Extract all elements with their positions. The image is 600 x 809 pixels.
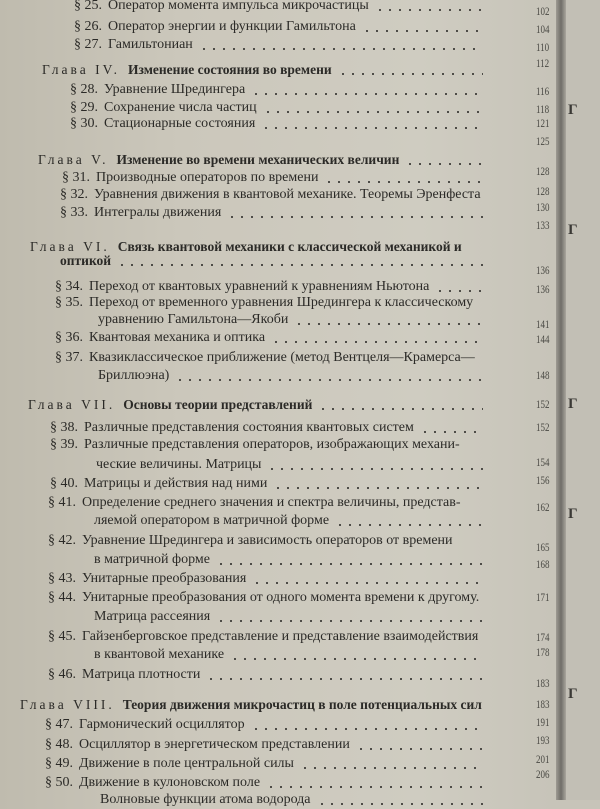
page-number: 191 [536, 715, 550, 729]
dot-leader [375, 9, 483, 11]
page-number: 152 [536, 420, 550, 434]
toc-section-line [50, 419, 483, 437]
toc-title: оптикой [60, 253, 112, 268]
toc-section-line [70, 81, 483, 99]
page-number: 121 [536, 116, 550, 130]
toc-title: Матрица рассеяния [94, 609, 211, 624]
page-number: 136 [536, 282, 550, 296]
page-number: 168 [536, 557, 550, 571]
toc-section-line [48, 589, 483, 607]
page-number: 183 [536, 676, 550, 690]
dot-leader [230, 658, 483, 660]
facing-page-fragment: Г [568, 506, 578, 522]
dot-leader [175, 379, 483, 381]
toc-title: Переход от временного уравнения Шредингера к классическому [89, 295, 474, 310]
toc-section-line [48, 666, 483, 684]
toc-section-line [74, 0, 483, 15]
toc-title: Оператор энергии и функции Гамильтона [108, 19, 356, 34]
page-number: 104 [536, 22, 550, 36]
dot-leader [273, 487, 483, 489]
dot-leader [317, 803, 483, 805]
toc-number: § 29. [70, 100, 98, 115]
toc-number: Глава IV. [42, 62, 120, 77]
page-number: 141 [536, 317, 550, 331]
page-number: 171 [536, 590, 550, 604]
toc-title: Изменение во времени механических величин [116, 152, 400, 167]
page-number: 136 [536, 263, 550, 277]
toc-section-line [60, 204, 483, 222]
toc-title: Движение в поле центральной силы [79, 756, 294, 771]
toc-title: Уравнение Шредингера [104, 82, 246, 97]
toc-number: § 38. [50, 420, 78, 435]
toc-title: Теория движения микрочастиц в поле потенциальных сил [122, 697, 482, 712]
toc-section-line [48, 532, 483, 550]
dot-leader [356, 748, 483, 750]
dot-leader [263, 111, 483, 113]
toc-chapter-line [42, 61, 483, 79]
page-number: 162 [536, 500, 550, 514]
toc-number: § 48. [45, 737, 73, 752]
toc-number: § 42. [48, 533, 76, 548]
dot-leader [267, 468, 483, 470]
toc-number: § 45. [48, 629, 76, 644]
toc-title: ляемой оператором в матричной форме [94, 513, 330, 528]
dot-leader [252, 582, 483, 584]
toc-section-line [74, 18, 483, 36]
toc-number: § 28. [70, 82, 98, 97]
facing-page-fragment: Г [568, 102, 578, 118]
toc-title: Квазиклассическое приближение (метод Вентцеля—Крамерса— [89, 350, 475, 365]
toc-title: Интегралы движения [94, 205, 222, 220]
dot-leader [216, 620, 483, 622]
toc-section-line [94, 512, 483, 530]
toc-title: Унитарные преобразования [82, 571, 247, 586]
toc-section-line [94, 551, 483, 569]
toc-section-line [60, 186, 483, 204]
dot-leader [300, 767, 483, 769]
page-number: 174 [536, 630, 550, 644]
toc-section-line [98, 311, 483, 329]
dot-leader [266, 786, 483, 788]
toc-title: Стационарные состояния [104, 116, 256, 131]
toc-title: Бриллюэна) [98, 368, 170, 383]
dot-leader [251, 728, 483, 730]
page-number: 125 [536, 134, 550, 148]
toc-title: Оператор момента импульса микрочастицы [108, 0, 369, 13]
toc-section-line [45, 736, 483, 754]
page-number: 112 [536, 56, 550, 70]
toc-title: в квантовой механике [94, 647, 225, 662]
page-number: 201 [536, 752, 550, 766]
toc-number: § 39. [50, 437, 78, 452]
dot-leader [294, 323, 483, 325]
toc-number: § 44. [48, 590, 76, 605]
toc-number: § 32. [60, 187, 88, 202]
toc-section-line [50, 475, 483, 493]
page-number: 128 [536, 164, 550, 178]
toc-number: § 25. [74, 0, 102, 13]
toc-number: § 41. [48, 495, 76, 510]
toc-section-line [45, 716, 483, 734]
toc-section-line [48, 494, 483, 512]
toc-section-line [55, 294, 483, 312]
toc-number: § 34. [55, 279, 83, 294]
dot-leader [338, 73, 483, 75]
toc-section-line [62, 169, 483, 187]
toc-number: § 31. [62, 170, 90, 185]
toc-number: § 30. [70, 116, 98, 131]
page-number: 154 [536, 455, 550, 469]
toc-number: § 37. [55, 350, 83, 365]
toc-section-line [48, 570, 483, 588]
page-number: 148 [536, 368, 550, 382]
toc-section-line [55, 329, 483, 347]
toc-title: Уравнение Шредингера и зависимость операторов от времени [82, 533, 453, 548]
dot-leader [199, 48, 483, 50]
dot-leader [261, 127, 483, 129]
facing-page-fragment: Г [568, 686, 578, 702]
toc-title: Изменение состояния во времени [127, 62, 332, 77]
toc-section-line [74, 36, 483, 54]
book-gutter [556, 0, 566, 800]
toc-number: § 46. [48, 667, 76, 682]
toc-title: Различные представления состояния квантовых систем [84, 420, 414, 435]
toc-title: Различные представления операторов, изображающих механи- [84, 437, 460, 452]
facing-page-fragment: Г [568, 396, 578, 412]
toc-title: ческие величины. Матрицы [96, 457, 262, 472]
dot-leader [335, 524, 483, 526]
dot-leader [216, 563, 483, 565]
toc-number: § 50. [45, 775, 73, 790]
toc-number: § 43. [48, 571, 76, 586]
toc-title: Осциллятор в энергетическом представлении [79, 737, 350, 752]
toc-section-line [94, 646, 483, 664]
toc-section-line [100, 791, 483, 809]
page-number: 118 [536, 102, 550, 116]
page-number: 193 [536, 733, 550, 747]
facing-page-fragment: Г [568, 222, 578, 238]
toc-title: Гайзенберговское представление и представление взаимодействия [82, 629, 479, 644]
toc-number: Глава V. [38, 152, 109, 167]
page-number: 144 [536, 332, 550, 346]
page-number: 183 [536, 697, 550, 711]
dot-leader [227, 216, 483, 218]
toc-section-line [48, 628, 483, 646]
toc-title: Гамильтониан [108, 37, 193, 52]
toc-chapter-line [60, 252, 483, 270]
dot-leader [405, 163, 483, 165]
toc-section-line [55, 349, 483, 367]
toc-title: Основы теории представлений [123, 397, 313, 412]
dot-leader [324, 181, 483, 183]
page-number: 156 [536, 473, 550, 487]
toc-number: Глава VI. [30, 239, 110, 254]
toc-number: § 47. [45, 717, 73, 732]
toc-title: Квантовая механика и оптика [89, 330, 266, 345]
toc-section-line [94, 608, 483, 626]
dot-leader [206, 678, 483, 680]
toc-number: § 40. [50, 476, 78, 491]
toc-chapter-line [38, 151, 483, 169]
toc-section-line [98, 367, 483, 385]
toc-number: § 33. [60, 205, 88, 220]
toc-title: Производные операторов по времени [96, 170, 319, 185]
toc-title: Определение среднего значения и спектра величины, представ- [82, 495, 461, 510]
page-number: 128 [536, 184, 550, 198]
facing-page [566, 0, 600, 800]
page-number: 133 [536, 218, 550, 232]
toc-number: § 36. [55, 330, 83, 345]
toc-title: в матричной форме [94, 552, 210, 567]
toc-number: § 35. [55, 295, 83, 310]
toc-title: Волновые функции атома водорода [100, 792, 311, 807]
toc-title: Унитарные преобразования от одного момента времени к другому. [82, 590, 480, 605]
toc-title: Матрица плотности [82, 667, 201, 682]
dot-leader [271, 341, 483, 343]
toc-title: Движение в кулоновском поле [79, 775, 261, 790]
toc-chapter-line [20, 696, 483, 714]
page-number: 110 [536, 40, 550, 54]
toc-number: Глава VIII. [20, 697, 115, 712]
page-number: 152 [536, 397, 550, 411]
toc-title: Сохранение числа частиц [104, 100, 257, 115]
toc-number: Глава VII. [28, 397, 116, 412]
page-number: 165 [536, 540, 550, 554]
toc-title: уравнению Гамильтона—Якоби [98, 312, 289, 327]
toc-title: Связь квантовой механики с классической механикой и [117, 239, 462, 254]
toc-section-line [45, 774, 483, 792]
page-number: 206 [536, 767, 550, 781]
dot-leader [318, 408, 483, 410]
dot-leader [251, 93, 483, 95]
toc-title: Матрицы и действия над ними [84, 476, 268, 491]
toc-title: Гармонический осциллятор [79, 717, 245, 732]
page-number: 178 [536, 645, 550, 659]
toc-chapter-line [28, 396, 483, 414]
toc-section-line [50, 436, 483, 454]
toc-section-line [45, 755, 483, 773]
toc-number: § 26. [74, 19, 102, 34]
toc-section-line [70, 115, 483, 133]
toc-number: § 27. [74, 37, 102, 52]
dot-leader [117, 264, 483, 266]
toc-section-line [96, 456, 483, 474]
toc-number: § 49. [45, 756, 73, 771]
page-number: 116 [536, 84, 550, 98]
toc-title: Переход от квантовых уравнений к уравнениям Ньютона [89, 279, 430, 294]
dot-leader [362, 30, 483, 32]
toc-title: Уравнения движения в квантовой механике. Теоремы Эренфеста [94, 187, 481, 202]
dot-leader [435, 290, 483, 292]
page-number: 130 [536, 200, 550, 214]
page-number: 102 [536, 4, 550, 18]
dot-leader [420, 431, 483, 433]
